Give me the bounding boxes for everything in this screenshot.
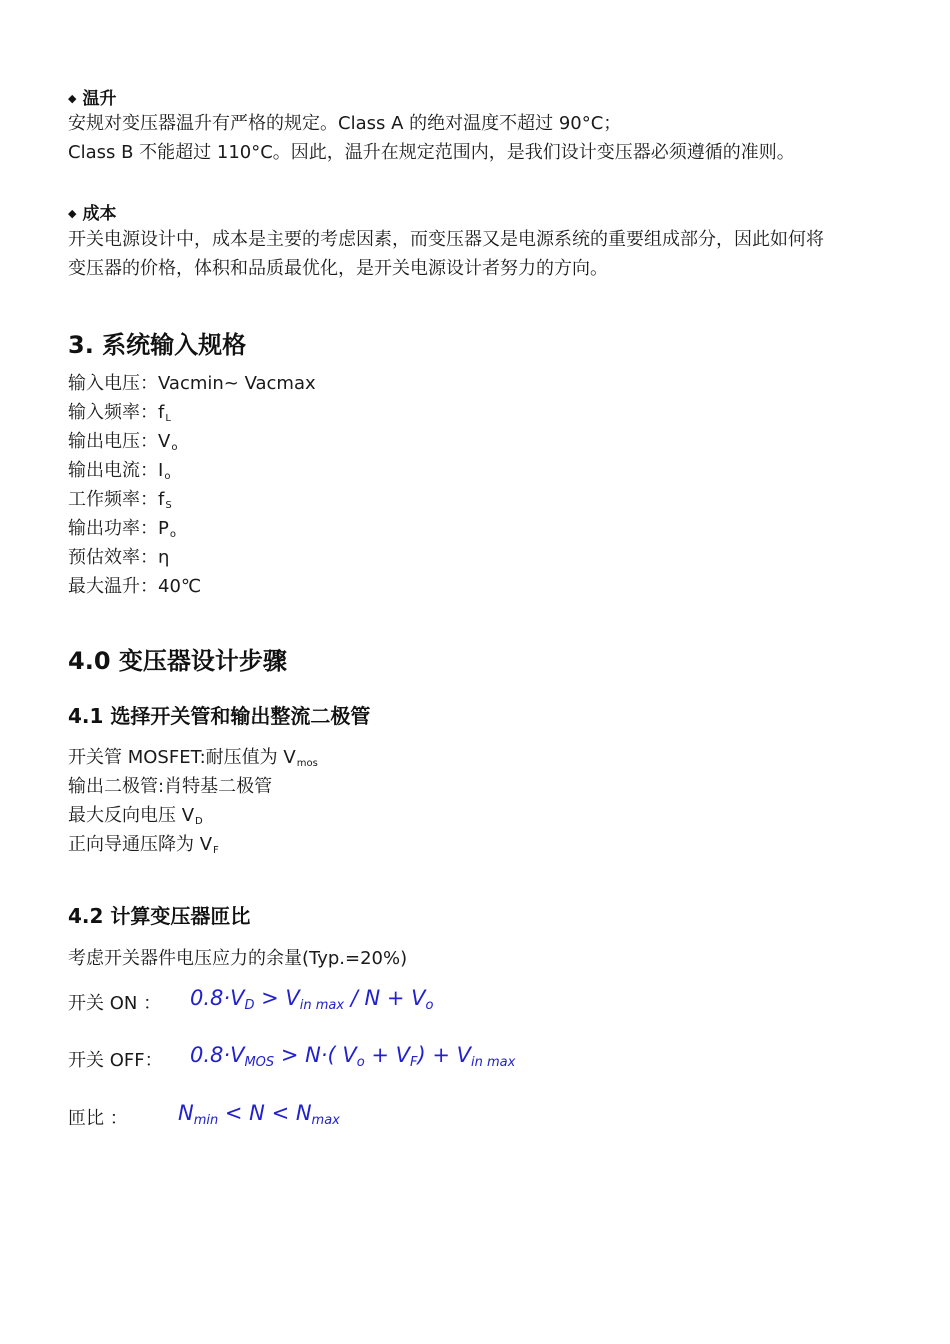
spec-subscript: S bbox=[165, 500, 172, 511]
section41-heading: 4.1 选择开关管和输出整流二极管 bbox=[68, 704, 371, 728]
spec-item bbox=[68, 485, 172, 511]
spec-subscript: o bbox=[169, 529, 176, 540]
temp-line-2: Class B 不能超过 110°C。因此，温升在规定范围内，是我们设计变压器必须遵循的准则。 bbox=[68, 142, 795, 163]
margin-note: 考虑开关器件电压应力的余量(Typ.=20%) bbox=[68, 948, 408, 969]
spec-value: η bbox=[158, 547, 170, 568]
section3-heading: 3. 系统输入规格 bbox=[68, 331, 247, 359]
cost-line-1: 开关电源设计中，成本是主要的考虑因素，而变压器又是电源系统的重要组成部分，因此如何将 bbox=[68, 229, 824, 250]
diamond-bullet-icon: ◆ bbox=[68, 92, 77, 105]
spec-value: f bbox=[158, 402, 165, 423]
spec-label: 输入频率： bbox=[68, 402, 158, 423]
cost-paragraph bbox=[68, 225, 824, 283]
component-item bbox=[68, 830, 219, 856]
spec-subscript: L bbox=[165, 413, 171, 424]
diamond-bullet-icon: ◆ bbox=[68, 207, 77, 220]
formula-off: 0.8·VMOS > N·( Vo + VF) + Vin max bbox=[190, 1043, 516, 1070]
component-subscript: D bbox=[195, 816, 203, 827]
temp-title: 温升 bbox=[82, 89, 117, 109]
spec-value: f bbox=[158, 489, 165, 510]
component-text: 最大反向电压 V bbox=[68, 805, 195, 826]
temp-heading bbox=[68, 84, 116, 109]
spec-label: 工作频率： bbox=[68, 489, 158, 510]
cost-title: 成本 bbox=[82, 204, 117, 224]
spec-item bbox=[68, 456, 170, 482]
spec-item bbox=[68, 427, 177, 453]
formula-on-label: 开关 ON ： bbox=[68, 993, 162, 1014]
spec-label: 预估效率： bbox=[68, 547, 158, 568]
spec-item bbox=[68, 543, 169, 569]
spec-value: P bbox=[158, 518, 169, 539]
temp-line-1: 安规对变压器温升有严格的规定。Class A 的绝对温度不超过 90°C； bbox=[68, 113, 622, 134]
cost-heading bbox=[68, 199, 116, 224]
spec-item bbox=[68, 514, 176, 540]
spec-value: V bbox=[158, 431, 171, 452]
spec-item bbox=[68, 398, 171, 424]
cost-line-2: 变压器的价格，体积和品质最优化，是开关电源设计者努力的方向。 bbox=[68, 258, 608, 279]
component-text: 输出二极管:肖特基二极管 bbox=[68, 776, 273, 797]
component-text: 开关管 MOSFET:耐压值为 V bbox=[68, 747, 296, 768]
spec-value: 40℃ bbox=[158, 576, 202, 597]
spec-label: 最大温升： bbox=[68, 576, 158, 597]
formula-off-label: 开关 OFF： bbox=[68, 1050, 163, 1071]
formula-ratio-label: 匝比 ： bbox=[68, 1108, 128, 1129]
component-text: 正向导通压降为 V bbox=[68, 834, 213, 855]
component-subscript: F bbox=[213, 845, 219, 856]
spec-item bbox=[68, 369, 316, 395]
spec-value: Vacmin~ Vacmax bbox=[158, 373, 316, 394]
spec-label: 输出电压： bbox=[68, 431, 158, 452]
spec-subscript: o bbox=[171, 442, 178, 453]
spec-item bbox=[68, 572, 201, 598]
formula-ratio: Nmin < N < Nmax bbox=[178, 1101, 340, 1128]
component-item bbox=[68, 801, 203, 827]
spec-subscript: o bbox=[164, 471, 171, 482]
spec-label: 输入电压： bbox=[68, 373, 158, 394]
spec-value: I bbox=[158, 460, 164, 481]
section4-heading: 4.0 变压器设计步骤 bbox=[68, 647, 287, 675]
component-item bbox=[68, 743, 318, 769]
component-subscript: mos bbox=[296, 758, 318, 769]
formula-on: 0.8·VD > Vin max / N + Vo bbox=[190, 986, 434, 1013]
component-item bbox=[68, 772, 272, 798]
section42-heading: 4.2 计算变压器匝比 bbox=[68, 904, 251, 928]
spec-label: 输出功率： bbox=[68, 518, 158, 539]
temp-paragraph bbox=[68, 109, 795, 167]
spec-label: 输出电流： bbox=[68, 460, 158, 481]
